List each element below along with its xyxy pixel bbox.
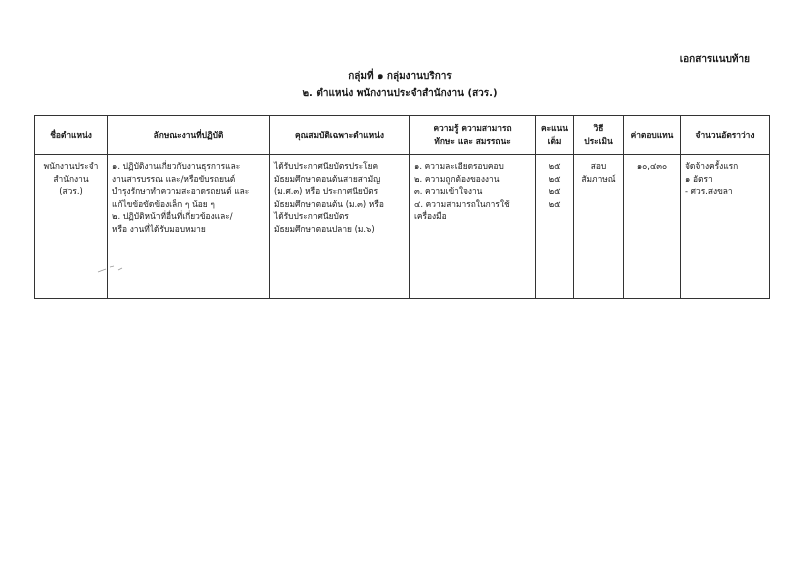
header-job-description: ลักษณะงานที่ปฏิบัติ <box>108 116 270 155</box>
competency-line: ๔. ความสามารถในการใช้ <box>414 198 510 209</box>
header-position-name: ชื่อตำแหน่ง <box>35 116 108 155</box>
attachment-label: เอกสารแนบท้าย <box>679 54 750 65</box>
header-full-score <box>536 116 574 155</box>
header-competencies <box>410 116 536 155</box>
header-full-score-line1: คะแนน <box>541 123 568 134</box>
competency-line: เครื่องมือ <box>414 211 447 222</box>
qualification-line: มัธยมศึกษาตอนต้น (ม.๓) หรือ <box>274 198 384 209</box>
job-description-line: ๒. ปฏิบัติหน้าที่อื่นที่เกี่ยวข้องและ/ <box>112 211 233 222</box>
cell-qualifications <box>270 155 410 299</box>
qualification-line: มัธยมศึกษาตอนต้นสายสามัญ <box>274 173 381 184</box>
group-title: กลุ่มที่ ๑ กลุ่มงานบริการ <box>348 71 452 82</box>
cell-position-name <box>35 155 108 299</box>
header-vacancies: จำนวนอัตราว่าง <box>681 116 770 155</box>
cell-compensation <box>624 155 681 299</box>
qualification-line: มัธยมศึกษาตอนปลาย (ม.๖) <box>274 224 375 235</box>
method-line: สอบ <box>590 161 607 171</box>
job-description-line: ๑. ปฏิบัติงานเกี่ยวกับงานธุรการและ <box>112 161 241 171</box>
competency-line: ๓. ความเข้าใจงาน <box>414 186 483 197</box>
job-description-line: แก้ไขข้อขัดข้องเล็ก ๆ น้อย ๆ <box>112 198 215 209</box>
cell-vacancies <box>681 155 770 299</box>
competency-line: ๑. ความละเอียดรอบคอบ <box>414 161 504 171</box>
method-line: สัมภาษณ์ <box>581 173 616 184</box>
vacancy-line: จัดจ้างครั้งแรก <box>685 161 739 171</box>
header-competencies-line1: ความรู้ ความสามารถ <box>433 123 512 134</box>
header-method-line2: ประเมิน <box>584 136 613 146</box>
job-description-line: บำรุงรักษาทำความสะอาดรถยนต์ และ <box>112 186 250 197</box>
scan-mark <box>96 262 136 276</box>
cell-competencies <box>410 155 536 299</box>
qualification-line: (ม.ศ.๓) หรือ ประกาศนียบัตร <box>274 186 379 197</box>
header-method-line1: วิธี <box>593 123 604 134</box>
job-description-line: หรือ งานที่ได้รับมอบหมาย <box>112 224 206 235</box>
competency-line: ๒. ความถูกต้องของงาน <box>414 173 500 184</box>
score-value: ๒๕ <box>548 198 561 209</box>
cell-method <box>574 155 624 299</box>
qualification-line: ได้รับประกาศนียบัตรประโยค <box>274 161 379 171</box>
header-full-score-line2: เต็ม <box>547 136 562 146</box>
qualification-line: ได้รับประกาศนียบัตร <box>274 211 349 222</box>
score-value: ๒๕ <box>548 161 561 171</box>
score-value: ๒๕ <box>548 173 561 184</box>
vacancy-line: - ศวร.สงขลา <box>685 186 733 197</box>
score-value: ๒๕ <box>548 186 561 197</box>
position-name-line: สำนักงาน <box>53 173 89 184</box>
header-method <box>574 116 624 155</box>
position-name-line: พนักงานประจำ <box>43 161 99 171</box>
table-row <box>35 155 770 299</box>
position-table <box>34 115 770 299</box>
cell-job-description <box>108 155 270 299</box>
cell-full-scores <box>536 155 574 299</box>
position-name-line: (สวร.) <box>59 186 83 197</box>
compensation-value: ๑๐,๔๓๐ <box>636 161 668 171</box>
header-qualifications: คุณสมบัติเฉพาะตำแหน่ง <box>270 116 410 155</box>
job-description-line: งานสารบรรณ และ/หรือขับรถยนต์ <box>112 173 236 184</box>
vacancy-line: ๑ อัตรา <box>685 173 713 184</box>
header-competencies-line2: ทักษะ และ สมรรถนะ <box>434 136 511 146</box>
table-header-row <box>35 116 770 155</box>
position-title: ๒. ตำแหน่ง พนักงานประจำสำนักงาน (สวร.) <box>302 88 498 99</box>
header-compensation: ค่าตอบแทน <box>624 116 681 155</box>
